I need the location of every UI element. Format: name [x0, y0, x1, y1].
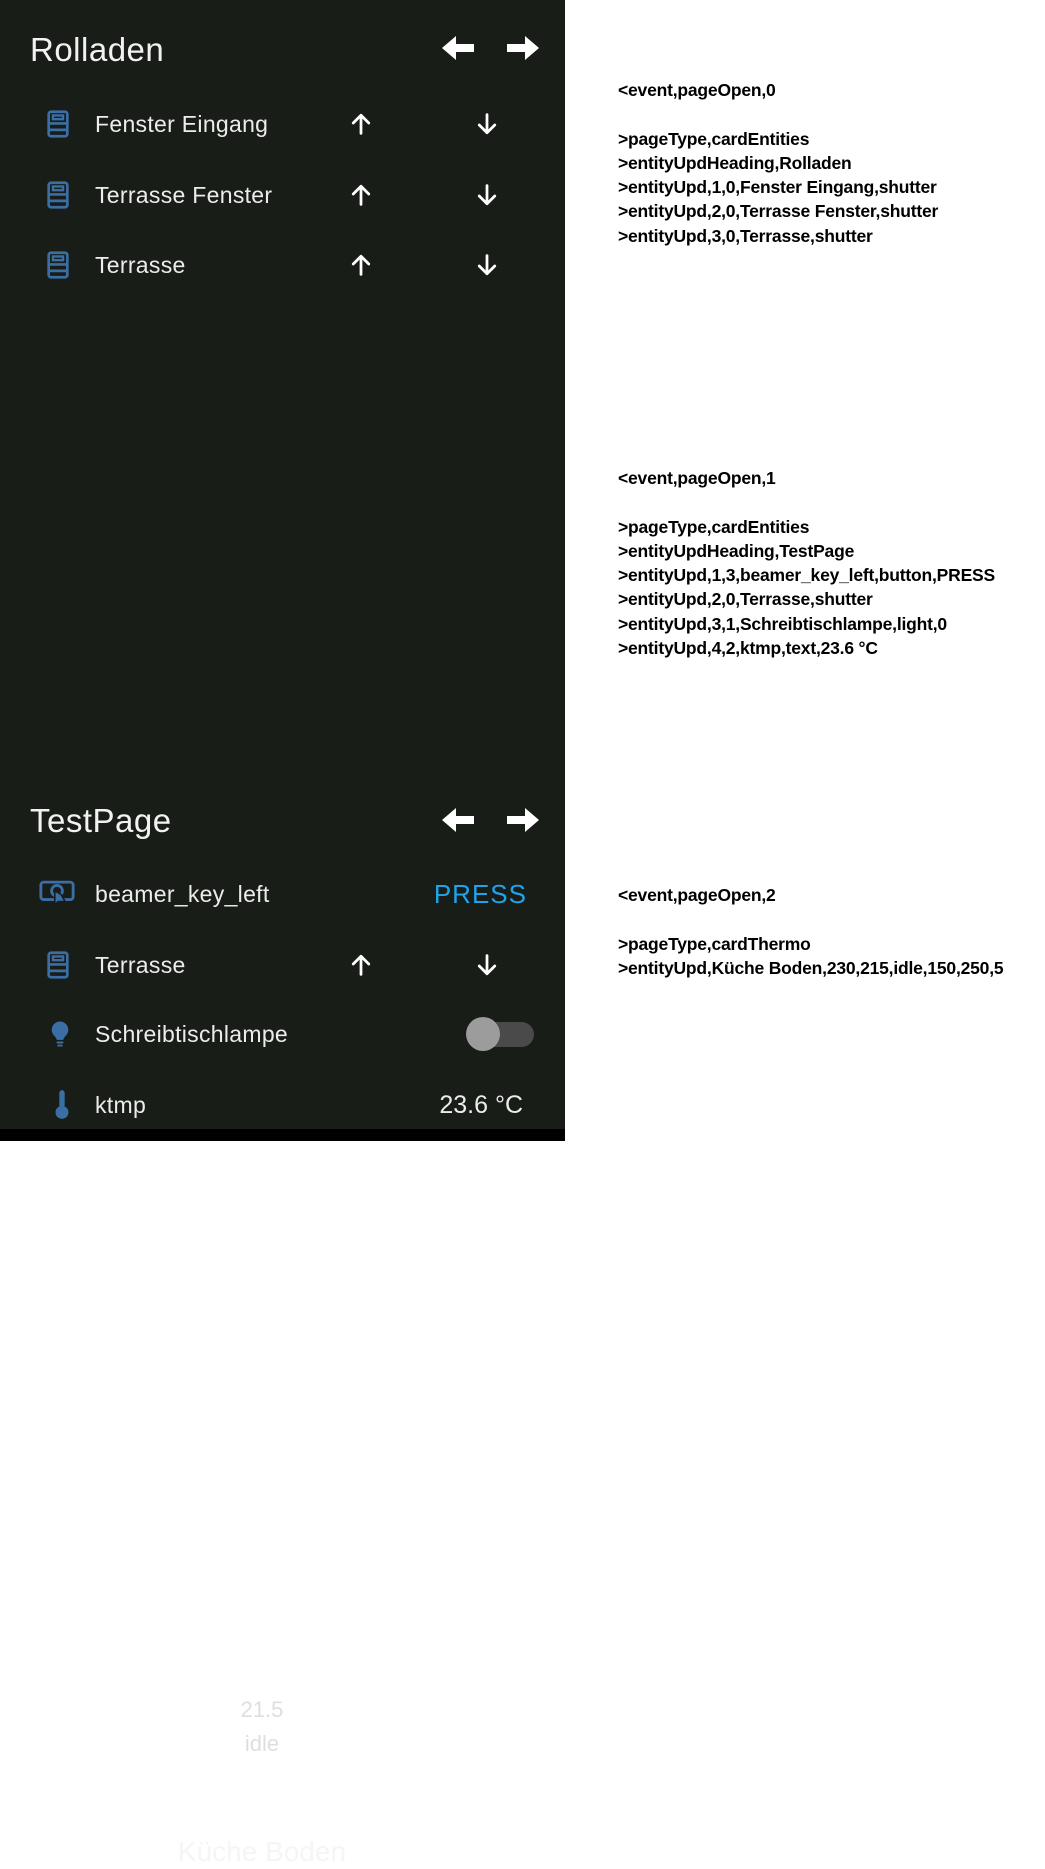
page-next-button[interactable]	[503, 1541, 543, 1571]
arrow-left-icon	[438, 33, 478, 63]
current-temperature	[137, 1591, 407, 1665]
shutter-up-button[interactable]	[346, 180, 376, 210]
page-prev-button[interactable]	[438, 33, 478, 63]
bottom-black-strip	[0, 1129, 565, 1141]
window-shutter-icon	[42, 108, 74, 145]
page-title: TestPage	[30, 802, 172, 839]
shutter-down-button[interactable]	[472, 250, 502, 280]
log-blank-line	[618, 490, 1038, 514]
entity-label: Fenster Eingang	[95, 111, 269, 137]
log-line: >pageType,cardEntities	[618, 516, 810, 537]
log-line: >entityUpd,2,0,Terrasse,shutter	[618, 589, 873, 610]
log-line: >entityUpd,2,0,Terrasse Fenster,shutter	[618, 201, 939, 222]
shutter-up-button[interactable]	[346, 250, 376, 280]
log-blank-line	[618, 102, 1038, 126]
log-block-page0	[618, 78, 1038, 248]
card-entities-rolladen	[0, 0, 565, 377]
entity-label: beamer_key_left	[95, 881, 270, 907]
page-title: Rolladen	[30, 31, 165, 68]
log-line: >entityUpd,Küche Boden,230,215,idle,150,250,5	[618, 957, 1004, 978]
log-event-line: <event,pageOpen,1	[618, 468, 776, 488]
log-line: >entityUpd,3,0,Terrasse,shutter	[618, 225, 873, 246]
page-prev-button[interactable]	[438, 1541, 478, 1571]
shutter-down-button[interactable]	[472, 109, 502, 139]
current-temperature-value: 23.0	[189, 1589, 322, 1667]
entity-value: 23.6 °C	[439, 1091, 523, 1119]
log-line: >pageType,cardEntities	[618, 128, 810, 149]
log-line: >entityUpd,1,0,Fenster Eingang,shutter	[618, 177, 937, 198]
log-blank-line	[618, 907, 1038, 931]
log-block-page2	[618, 883, 1038, 980]
thermostat-state: idle	[244, 1731, 280, 1756]
card-entities-testpage	[0, 377, 565, 1119]
thermostat-title: Küche Boden	[177, 1836, 347, 1867]
log-event-line: <event,pageOpen,2	[618, 885, 776, 905]
entity-label: Terrasse	[95, 252, 186, 278]
page-next-button[interactable]	[503, 33, 543, 63]
arrow-left-icon	[438, 1541, 478, 1571]
log-line: >entityUpd,3,1,Schreibtischlampe,light,0	[618, 613, 947, 634]
log-event-line: <event,pageOpen,0	[618, 80, 776, 100]
temperature-unit: °C	[325, 1593, 355, 1623]
entity-label: Schreibtischlampe	[95, 1021, 289, 1047]
window-shutter-icon	[42, 249, 74, 286]
shutter-down-button[interactable]	[472, 180, 502, 210]
arrow-right-icon	[503, 33, 543, 63]
entity-label: Terrasse	[95, 952, 186, 978]
card-thermo	[0, 753, 565, 1867]
press-button[interactable]: PRESS	[433, 879, 527, 909]
window-shutter-icon	[42, 179, 74, 216]
arrow-right-icon	[503, 1541, 543, 1571]
shutter-up-button[interactable]	[346, 109, 376, 139]
log-line: >entityUpd,4,2,ktmp,text,23.6 °C	[618, 638, 878, 659]
log-block-page1	[618, 466, 1038, 660]
log-line: >entityUpd,1,3,beamer_key_left,button,PRESS	[618, 565, 995, 586]
target-temperature: 21.5	[240, 1697, 284, 1722]
log-line: >entityUpdHeading,TestPage	[618, 540, 855, 561]
entity-label: Terrasse Fenster	[95, 182, 273, 208]
log-line: >pageType,cardThermo	[618, 933, 811, 954]
log-line: >entityUpdHeading,Rolladen	[618, 152, 852, 173]
entity-label: ktmp	[95, 1092, 147, 1118]
